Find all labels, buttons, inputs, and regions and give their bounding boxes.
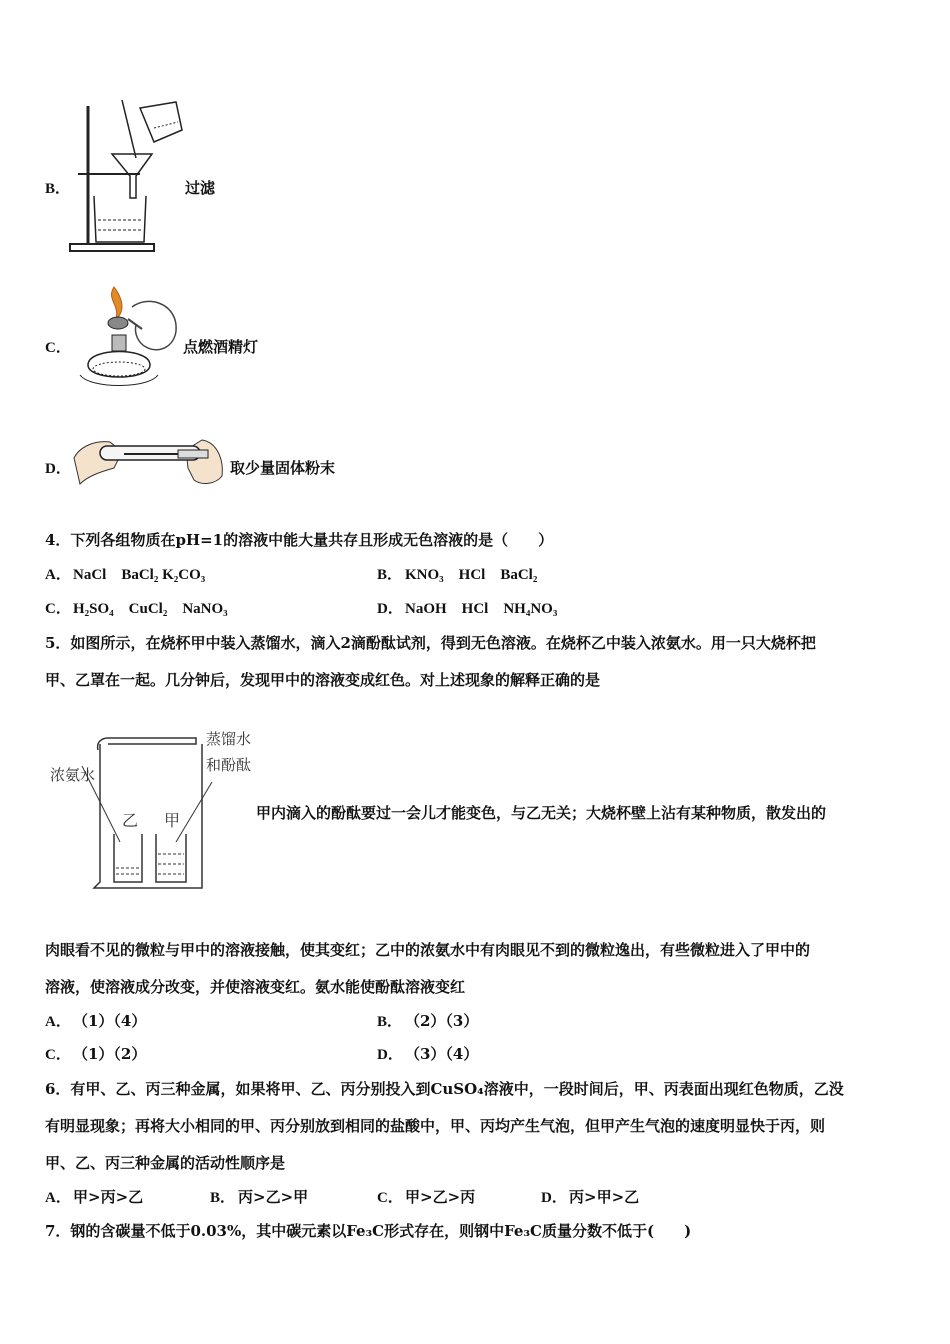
q6-line1: 6．有甲、乙、丙三种金属，如果将甲、乙、丙分别投入到CuSO₄溶液中，一段时间后，甲、丙表面出现红色物质，乙没	[45, 1080, 844, 1098]
q6-option-b-text: 丙>乙>甲	[238, 1188, 309, 1206]
label-beaker-jia: 甲	[164, 811, 181, 830]
q5-option-d-letter: D．	[377, 1047, 403, 1063]
q5-option-b-letter: B．	[377, 1014, 403, 1030]
q5-side-text: 甲内滴入的酚酞要过一会儿才能变色，与乙无关；大烧杯壁上沾有某种物质，散发出的	[256, 804, 827, 822]
q5-option-c-text: （1）（2）	[73, 1045, 147, 1063]
q4-option-c-letter: C．	[45, 601, 71, 617]
q5-option-a-text: （1）（4）	[73, 1012, 147, 1030]
q4-option-c-text: H₂SO₄ CuCl₂ NaNO₃	[73, 601, 228, 617]
q5-option-c-letter: C．	[45, 1047, 71, 1063]
q6-line2: 有明显现象；再将大小相同的甲、丙分别放到相同的盐酸中，甲、丙均产生气泡，但甲产生气泡的速度明显快于丙，则	[45, 1117, 826, 1135]
option-d-letter: D．	[45, 461, 71, 477]
q4-option-d-text: NaOH HCl NH₄NO₃	[405, 601, 558, 617]
q6-option-d-text: 丙>甲>乙	[569, 1188, 640, 1206]
q6-option-a-text: 甲>丙>乙	[73, 1188, 144, 1206]
q4-option-b-letter: B．	[377, 567, 403, 583]
label-ammonia: 浓氨水	[50, 766, 96, 784]
q6-option-c-letter: C．	[377, 1190, 403, 1206]
q6-option-c-text: 甲>乙>丙	[405, 1188, 476, 1206]
q6-option-a-letter: A．	[45, 1190, 71, 1206]
option-c-letter: C．	[45, 340, 71, 356]
option-d-text: 取少量固体粉末	[230, 459, 336, 477]
q5-stem-line2: 甲、乙罩在一起。几分钟后，发现甲中的溶液变成红色。对上述现象的解释正确的是	[45, 671, 601, 689]
q6-option-d-letter: D．	[541, 1190, 567, 1206]
q6-option-b-letter: B．	[210, 1190, 236, 1206]
q5-option-d-text: （3）（4）	[405, 1045, 479, 1063]
q4-stem: 4．下列各组物质在pH=1的溶液中能大量共存且形成无色溶液的是（ ）	[45, 531, 554, 549]
label-water: 蒸馏水	[206, 730, 252, 748]
q4-option-a-text: NaCl BaCl₂ K₂CO₃	[73, 567, 206, 583]
q5-option-b-text: （2）（3）	[405, 1012, 479, 1030]
q4-option-d-letter: D．	[377, 601, 403, 617]
filtration-apparatus-figure	[68, 98, 188, 254]
q7-stem: 7．钢的含碳量不低于0.03%，其中碳元素以Fe₃C形式存在，则钢中Fe₃C质量分数不低于( )	[45, 1222, 692, 1240]
q5-option-a-letter: A．	[45, 1014, 71, 1030]
q6-line3: 甲、乙、丙三种金属的活动性顺序是	[45, 1154, 286, 1172]
alcohol-lamp-figure	[76, 285, 181, 395]
q4-option-b-text: KNO₃ HCl BaCl₂	[405, 567, 538, 583]
ammonia-diffusion-figure	[46, 722, 256, 892]
q5-text-line1: 肉眼看不见的微粒与甲中的溶液接触，使其变红；乙中的浓氨水中有肉眼见不到的微粒逸出，有些微粒进入了甲中的	[45, 941, 811, 959]
label-phenolphthalein: 和酚酞	[206, 756, 252, 774]
option-b-text: 过滤	[185, 179, 216, 197]
q5-text-line2: 溶液，使溶液成分改变，并使溶液变红。氨水能使酚酞溶液变红	[45, 978, 466, 996]
q4-option-a-letter: A．	[45, 567, 71, 583]
option-b-letter: B．	[45, 181, 71, 197]
q5-stem-line1: 5．如图所示，在烧杯甲中装入蒸馏水，滴入2滴酚酞试剂，得到无色溶液。在烧杯乙中装入浓氨水。用一只大烧杯把	[45, 634, 816, 652]
label-beaker-yi: 乙	[122, 811, 139, 830]
test-tube-powder-figure	[70, 424, 228, 496]
option-c-text: 点燃酒精灯	[183, 338, 259, 356]
